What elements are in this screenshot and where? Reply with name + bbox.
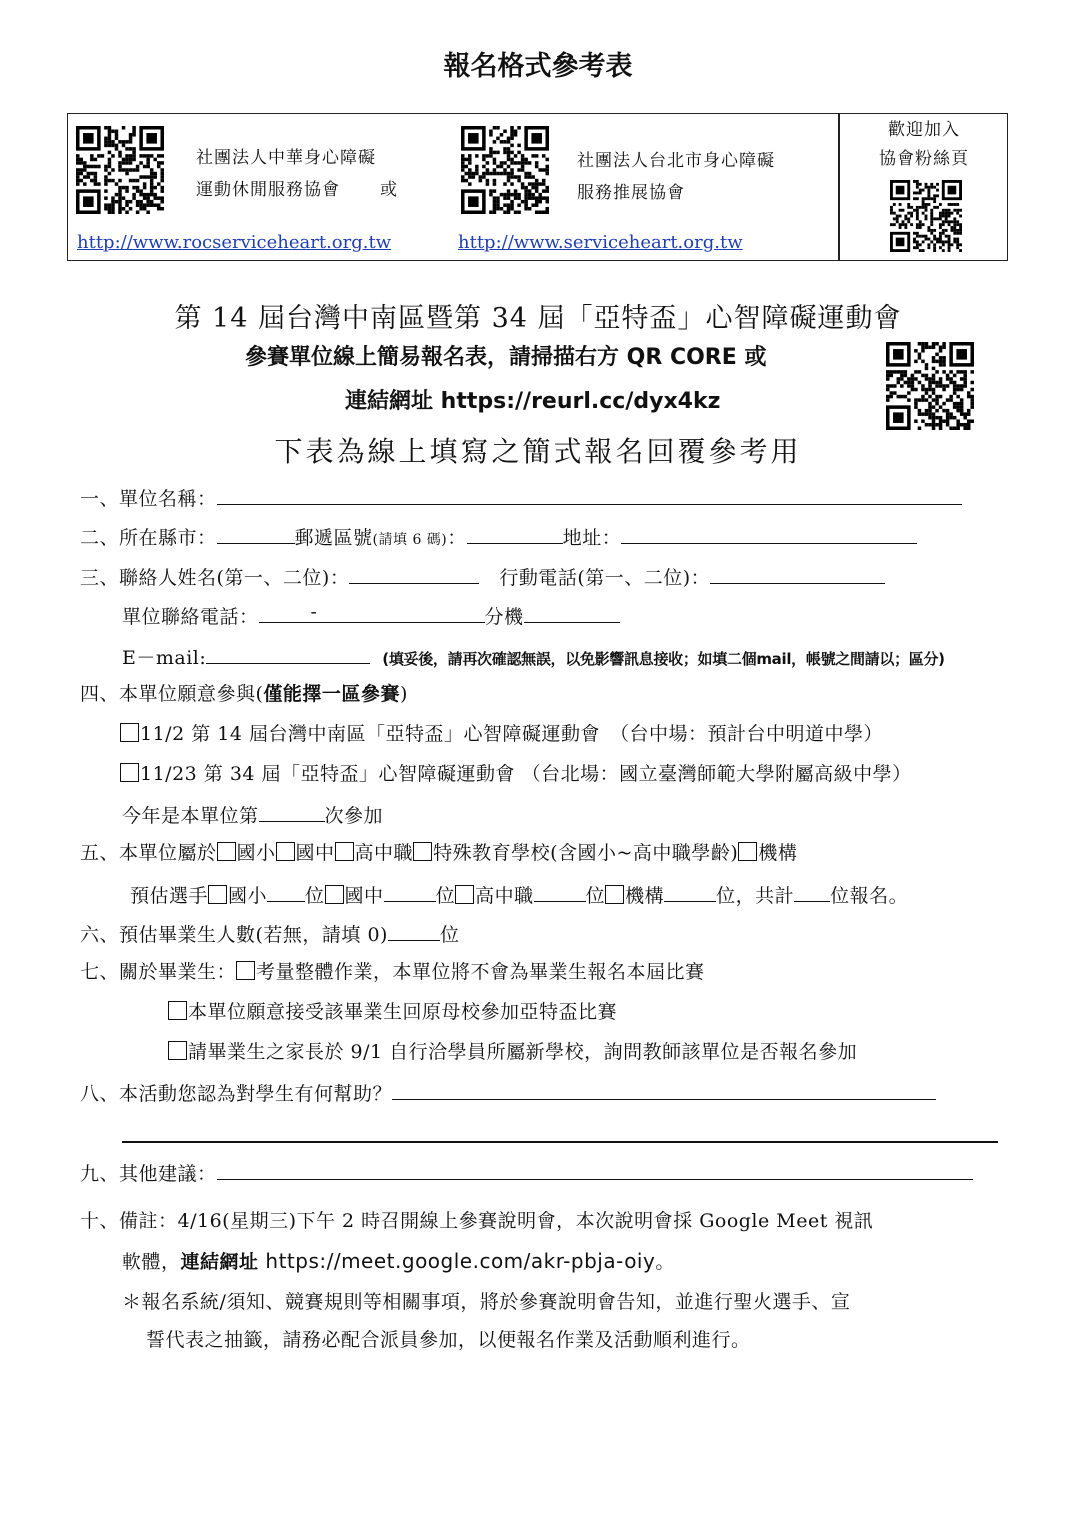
extension-field[interactable] bbox=[524, 600, 620, 623]
online-registration-text: 參賽單位線上簡易報名表，請掃描右方 QR CORE 或 bbox=[245, 345, 767, 370]
est-junior-high-checkbox[interactable] bbox=[325, 885, 344, 904]
org1-url-link[interactable]: http://www.rocserviceheart.org.tw bbox=[77, 232, 392, 253]
type-junior-high-checkbox[interactable] bbox=[276, 842, 295, 861]
remarks-note-line-1: ＊報名系統/須知、競賽規則等相關事項，將於參賽說明會告知，並進行聖火選手、宣 bbox=[122, 1291, 851, 1313]
section-10-remarks: 十、備註：4/16(星期三)下午 2 時召開線上參賽說明會，本次說明會採 Google Meet 視訊 bbox=[80, 1210, 874, 1232]
section-2-location: 二、所在縣市： 郵遞區號(請填 6 碼)： 地址： bbox=[80, 521, 917, 554]
graduate-option-2-row: 本單位願意接受該畢業生回原母校參加亞特盃比賽 bbox=[168, 998, 617, 1026]
qr-code-icon bbox=[886, 342, 974, 430]
est-junior-high-count-field[interactable] bbox=[384, 879, 436, 902]
reference-heading: 下表為線上填寫之簡式報名回覆參考用 bbox=[274, 435, 802, 468]
option-taichung-checkbox[interactable] bbox=[120, 723, 139, 742]
est-institution-checkbox[interactable] bbox=[605, 885, 624, 904]
unit-name-field[interactable] bbox=[217, 482, 962, 505]
graduate-option-2-checkbox[interactable] bbox=[168, 1001, 187, 1020]
organization-box bbox=[67, 113, 1008, 261]
org2-url-link[interactable]: http://www.serviceheart.org.tw bbox=[458, 232, 743, 253]
email-row: E－mail: (填妥後，請再次確認無誤，以免影響訊息接收；如填二個mail，帳號之間請以；區分) bbox=[122, 641, 945, 673]
section-6-graduates: 六、預估畢業生人數(若無，請填 0) 位 bbox=[80, 918, 459, 949]
help-answer-field[interactable] bbox=[392, 1077, 936, 1100]
participation-count-row: 今年是本單位第 次參加 bbox=[122, 799, 383, 830]
section-4-participation: 四、本單位願意參與(僅能擇一區參賽) bbox=[80, 683, 408, 705]
option-taichung-row: 11/2 第 14 屆台灣中南區「亞特盃」心智障礙運動會 （台中場：預計台中明道中學） bbox=[120, 720, 883, 748]
help-answer-line-2[interactable] bbox=[122, 1141, 998, 1143]
section-5-unit-type: 五、本單位屬於 國小 國中 高中職 特殊教育學校(含國小~高中職學齡) 機構 bbox=[80, 842, 798, 864]
est-institution-count-field[interactable] bbox=[664, 879, 716, 902]
est-elementary-count-field[interactable] bbox=[267, 879, 305, 902]
estimated-players-row: 預估選手 國小 位 國中 位 高中職 位 機構 位，共計 位報名。 bbox=[130, 879, 908, 910]
qr-code-icon bbox=[76, 126, 164, 214]
meeting-link[interactable]: https://meet.google.com/akr-pbja-oiy bbox=[258, 1249, 656, 1273]
unit-phone-row: 單位聯絡電話： - 分機 bbox=[122, 600, 620, 631]
online-registration-link[interactable]: 連結網址 https://reurl.cc/dyx4kz bbox=[345, 389, 721, 414]
type-special-school-checkbox[interactable] bbox=[413, 842, 432, 861]
email-field[interactable] bbox=[206, 641, 370, 664]
remarks-note-line-2: 誓代表之抽籤，請務必配合派員參加，以便報名作業及活動順利進行。 bbox=[146, 1329, 751, 1351]
section-1-unit-name: 一、單位名稱： bbox=[80, 482, 962, 513]
section-7-graduate-policy: 七、關於畢業生： 考量整體作業，本單位將不會為畢業生報名本屆比賽 bbox=[80, 961, 705, 983]
suggestions-field[interactable] bbox=[217, 1157, 973, 1180]
est-elementary-checkbox[interactable] bbox=[208, 885, 227, 904]
address-field[interactable] bbox=[621, 521, 917, 544]
section-3-contact: 三、聯絡人姓名(第一、二位)： 行動電話(第一、二位)： bbox=[80, 561, 885, 592]
meeting-link-row: 軟體，連結網址 https://meet.google.com/akr-pbja-oiy。 bbox=[122, 1249, 675, 1273]
est-high-school-checkbox[interactable] bbox=[455, 885, 474, 904]
type-institution-checkbox[interactable] bbox=[738, 842, 757, 861]
graduates-count-field[interactable] bbox=[388, 918, 440, 941]
fans-page-caption: 歡迎加入 協會粉絲頁 bbox=[879, 120, 969, 169]
option-taipei-checkbox[interactable] bbox=[120, 763, 139, 782]
type-elementary-checkbox[interactable] bbox=[217, 842, 236, 861]
mobile-phone-field[interactable] bbox=[710, 561, 885, 584]
event-title: 第 14 屆台灣中南區暨第 34 屆「亞特盃」心智障礙運動會 bbox=[174, 303, 902, 334]
zip-code-field[interactable] bbox=[467, 521, 563, 544]
graduate-option-3-checkbox[interactable] bbox=[168, 1041, 187, 1060]
est-high-school-count-field[interactable] bbox=[534, 879, 586, 902]
qr-code-icon bbox=[461, 126, 549, 214]
section-8-help: 八、本活動您認為對學生有何幫助？ bbox=[80, 1077, 936, 1108]
qr-code-icon bbox=[890, 180, 962, 252]
graduate-option-1-checkbox[interactable] bbox=[236, 961, 255, 980]
total-count-field[interactable] bbox=[794, 879, 830, 902]
participation-count-field[interactable] bbox=[259, 799, 325, 822]
section-9-suggestions: 九、其他建議： bbox=[80, 1157, 973, 1188]
option-taipei-row: 11/23 第 34 屆「亞特盃」心智障礙運動會 （台北場：國立臺灣師範大學附屬高級中學） bbox=[120, 760, 912, 788]
unit-phone-field[interactable]: - bbox=[259, 600, 485, 623]
org1-name: 社團法人中華身心障礙 運動休閒服務協會 或 bbox=[196, 148, 398, 200]
type-high-school-checkbox[interactable] bbox=[335, 842, 354, 861]
graduate-option-3-row: 請畢業生之家長於 9/1 自行洽學員所屬新學校，詢問教師該單位是否報名參加 bbox=[168, 1038, 857, 1066]
contact-name-field[interactable] bbox=[349, 561, 479, 584]
box-divider bbox=[838, 114, 840, 260]
city-field[interactable] bbox=[217, 521, 295, 544]
document-title: 報名格式參考表 bbox=[443, 51, 633, 82]
org2-name: 社團法人台北市身心障礙 服務推展協會 bbox=[577, 151, 775, 203]
